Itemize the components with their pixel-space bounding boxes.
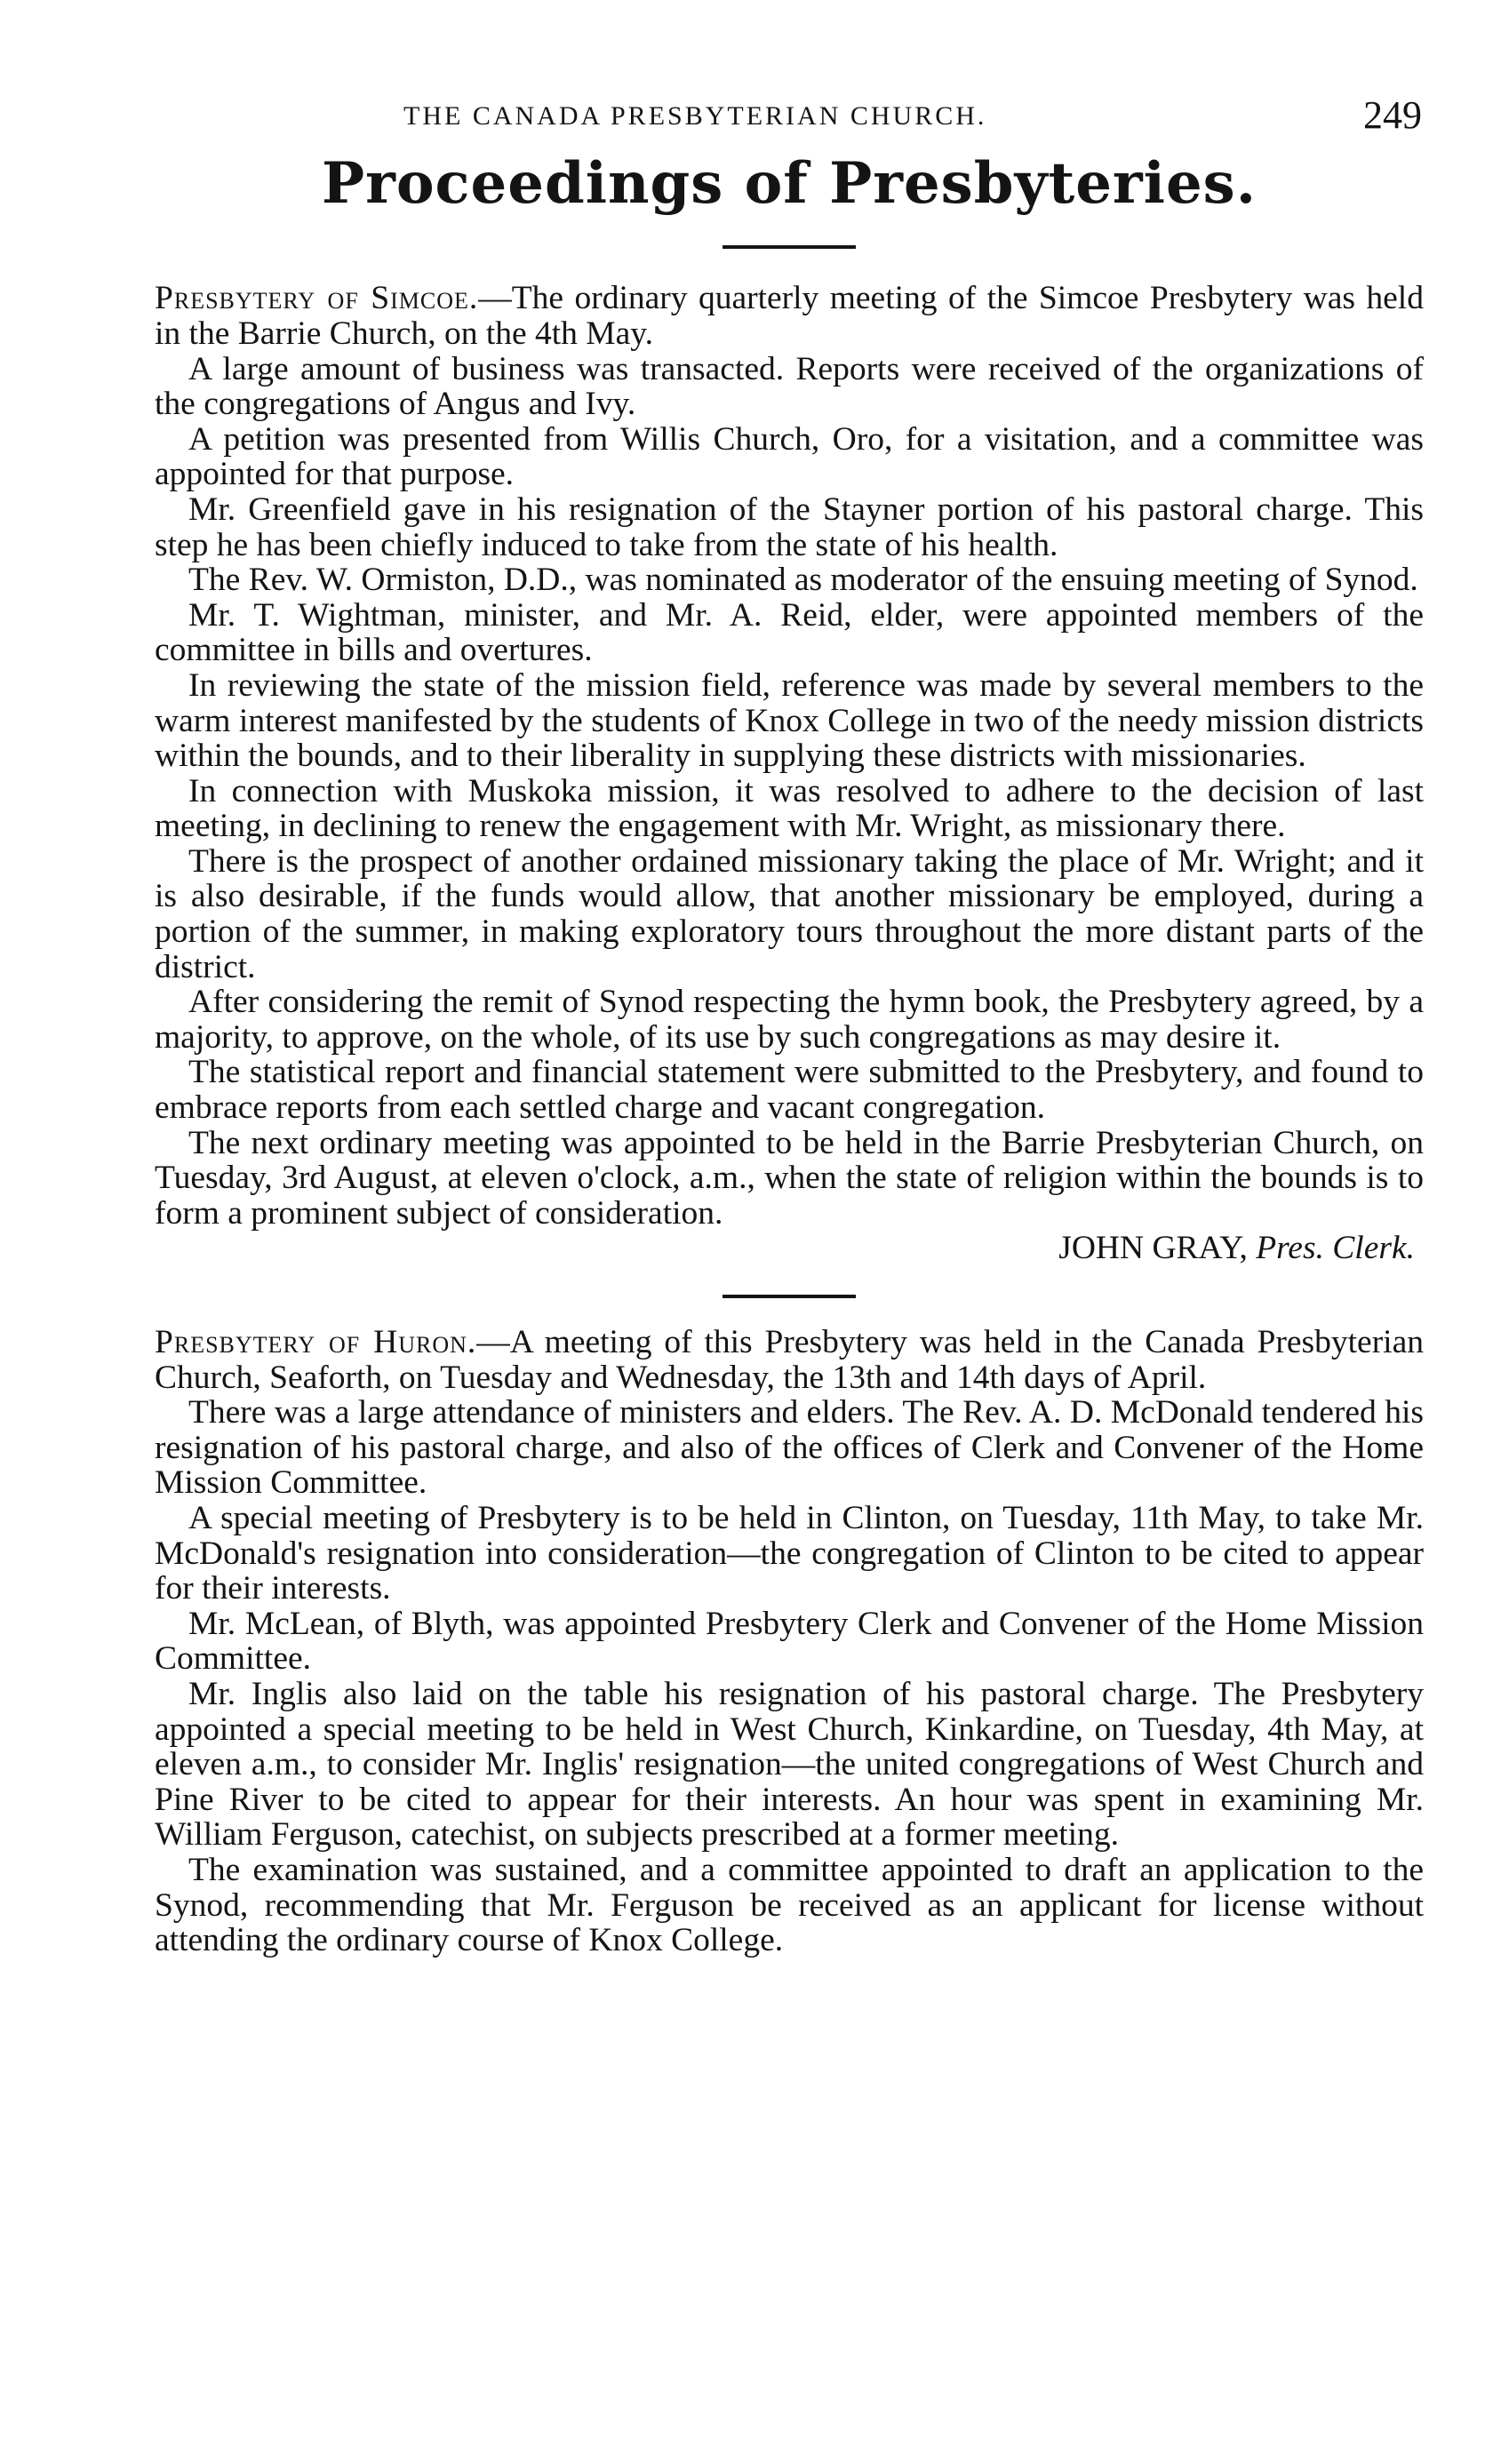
report-paragraph-text: —The ordinary quarterly meeting of the Simcoe Presbytery was held in the Barrie Church, on the 4th May. — [155, 280, 1424, 352]
report-paragraph: A large amount of business was transacted. Reports were received of the organizations of the congregations of Angus and Ivy. — [155, 350, 1424, 423]
page — [155, 82, 1424, 1958]
title-rule — [723, 245, 856, 249]
running-head — [155, 82, 1424, 137]
report-paragraph: After considering the remit of Synod respecting the hymn book, the Presbytery agreed, by a majority, to approve, on the whole, of its use by such congregations as may desire it. — [155, 984, 1424, 1056]
signature — [155, 1231, 1424, 1266]
running-title: THE CANADA PRESBYTERIAN CHURCH. — [403, 101, 987, 131]
report-paragraph-text: —A meeting of this Presbytery was held in the Canada Presbyterian Church, Seaforth, on Tuesday and Wednesday, the 13th and 14th days of April. — [155, 1324, 1424, 1396]
report-paragraph — [155, 281, 1424, 351]
report-huron — [155, 1325, 1424, 1958]
report-paragraph: Mr. T. Wightman, minister, and Mr. A. Reid, elder, were appointed members of the committee in bills and overtures. — [155, 596, 1424, 669]
report-paragraph: There is the prospect of another ordained missionary taking the place of Mr. Wright; and it is also desirable, if the funds would allow, that another missionary be employed, during a portion of the summer, in making exploratory tours throughout the more distant parts of the district. — [155, 842, 1424, 985]
report-paragraph: The examination was sustained, and a committee appointed to draft an application to the Synod, recommending that Mr. Ferguson be received as an applicant for license without attending the ordinary course of Knox College. — [155, 1851, 1424, 1959]
report-paragraph: The Rev. W. Ormiston, D.D., was nominated as moderator of the ensuing meeting of Synod. — [188, 562, 1418, 599]
section-title: Proceedings of Presbyteries. — [322, 150, 1257, 217]
report-paragraph: The next ordinary meeting was appointed to be held in the Barrie Presbyterian Church, on Tuesday, 3rd August, at eleven o'clock, a.m., when the state of religion within the bounds is to form a prominent subject of consideration. — [155, 1124, 1424, 1232]
report-paragraph: Mr. Inglis also laid on the table his resignation of his pastoral charge. The Presbytery appointed a special meeting to be held in West Church, Kinkardine, on Tuesday, 4th May, at eleven a.m., to consider Mr. Inglis' resignation—the united congregations of West Church and Pine River to be cited to appear for their interests. An hour was spent in examining Mr. William Ferguson, catechist, on subjects prescribed at a former meeting. — [155, 1675, 1424, 1854]
report-paragraph: A special meeting of Presbytery is to be held in Clinton, on Tuesday, 11th May, to take Mr. McDonald's resignation into consideration—the congregation of Clinton to be cited to appear for their interests. — [155, 1499, 1424, 1607]
report-paragraph: Mr. McLean, of Blyth, was appointed Presbytery Clerk and Convener of the Home Mission Committee. — [155, 1605, 1424, 1678]
report-paragraph: Mr. Greenfield gave in his resignation of the Stayner portion of his pastoral charge. This step he has been chiefly induced to take from the state of his health. — [155, 490, 1424, 563]
report-heading: Presbytery of Simcoe. — [155, 280, 479, 317]
signature-role: Pres. Clerk. — [1256, 1230, 1415, 1267]
report-paragraph: In reviewing the state of the mission field, reference was made by several members to the warm interest manifested by the students of Knox College in two of the needy mission districts within the bounds, and to their liberality in supplying these districts with missionaries. — [155, 666, 1424, 775]
report-heading: Presbytery of Huron. — [155, 1324, 477, 1361]
report-paragraph: In connection with Muskoka mission, it was resolved to adhere to the decision of last meeting, in declining to renew the engagement with Mr. Wright, as missionary there. — [155, 772, 1424, 845]
signature-name: JOHN GRAY, — [1058, 1230, 1248, 1267]
section-divider — [723, 1295, 856, 1298]
report-paragraph: A petition was presented from Willis Church, Oro, for a visitation, and a committee was appointed for that purpose. — [155, 420, 1424, 493]
report-paragraph — [155, 1325, 1424, 1395]
report-paragraph: There was a large attendance of ministers and elders. The Rev. A. D. McDonald tendered his resignation of his pastoral charge, and also of the offices of Clerk and Convener of the Home Mission Committee. — [155, 1394, 1424, 1502]
page-number: 249 — [1363, 93, 1422, 137]
report-paragraph: The statistical report and financial statement were submitted to the Presbytery, and found to embrace reports from each settled charge and vacant congregation. — [155, 1054, 1424, 1127]
report-simcoe — [155, 281, 1424, 1266]
